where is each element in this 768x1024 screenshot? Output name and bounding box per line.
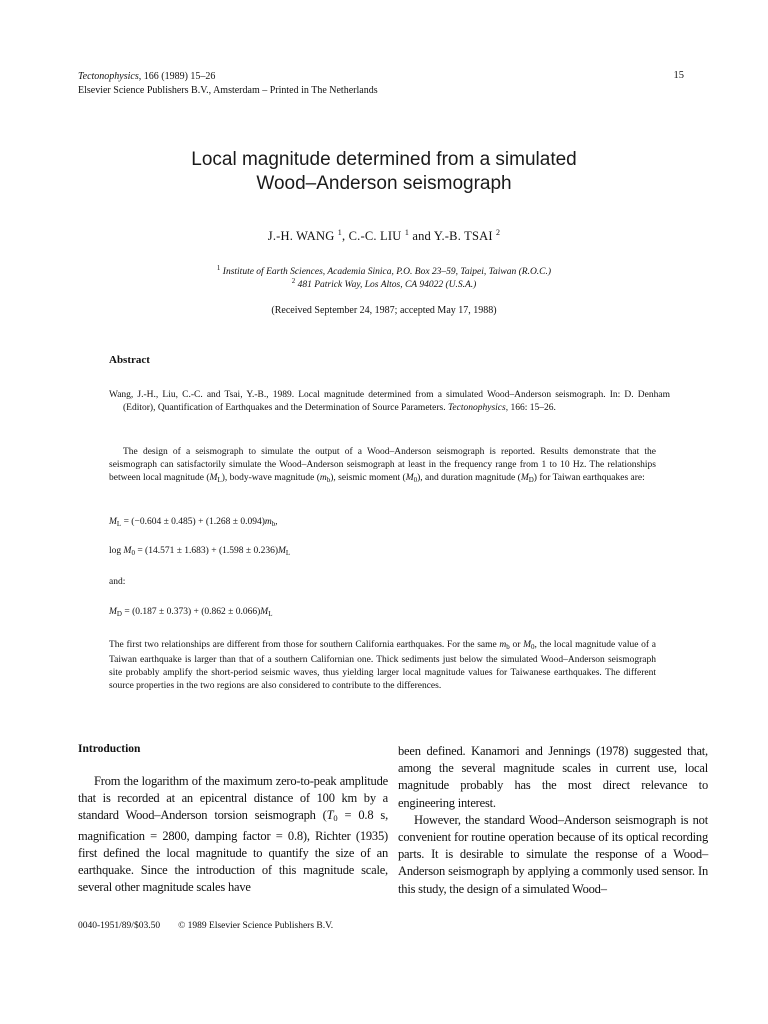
equation-3: $M_D = (0.187 \pm 0.373) + (0.862 \pm 0.066)M_L$ [109, 607, 273, 618]
equation-2: $\log M_0 = (14.571 \pm 1.683) + (1.598 \pm 0.236)M_L$ [109, 546, 291, 557]
issn-code: 0040-1951/89/$03.50 [78, 921, 161, 931]
publisher-line: Elsevier Science Publishers B.V., Amsterdam – Printed in The Netherlands [78, 85, 378, 96]
equation-connector: and: [109, 577, 126, 587]
abstract-heading: Abstract [109, 354, 150, 366]
author-3: Y.-B. TSAI [433, 229, 493, 243]
author-3-affiliation-mark: 2 [496, 228, 501, 237]
abstract-paragraph-2: The first two relationships are different from those for southern California earthquakes. For the same $m_b$ or $M_0$, the local magnitude value of a Taiwan earthquake is larger than that of a southern Californian one. Thick sediments just below the simulated Wood–Anderson seismograph site probably amplify the short-period seismic waves, thus yielding larger local magnitude values for Taiwanese earthquakes. The different source properties in the two regions are also considered to contribute to the differences. [109, 640, 657, 691]
journal-volume-pages: 166 (1989) 15–26 [141, 71, 216, 82]
introduction-paragraph-1: From the logarithm of the maximum zero-to-peak amplitude that is recorded at an epicentral distance of 100 km by a standard Wood–Anderson torsion seismograph ($T_0 = 0.8$ s, magnification = 2800, damping factor = 0.8), Richter (1935) first defined the local magnitude to quantify the size of an earthquake. Since the introduction of this magnitude scale, several other magnitude scales have [78, 774, 388, 895]
journal-citation-line [78, 70, 215, 84]
introduction-right-column [398, 743, 708, 898]
paper-title [0, 148, 768, 196]
author-1: J.-H. WANG [267, 229, 335, 243]
author-2-affiliation-mark: 1 [404, 228, 410, 237]
journal-name: Tectonophysics, [78, 71, 142, 82]
author-list: J.-H. WANG $^1$, C.-C. LIU $^1$ and Y.-B. TSAI $^2$ [267, 228, 501, 243]
title-line-2: Wood–Anderson seismograph [256, 173, 512, 194]
author-1-affiliation-mark: 1 [337, 228, 342, 237]
title-line-1: Local magnitude determined from a simulated [191, 149, 577, 170]
copyright-notice: © 1989 Elsevier Science Publishers B.V. [178, 921, 334, 931]
equation-1: $M_L = (-0.604 \pm 0.485) + (1.268 \pm 0.094)m_b$, [109, 517, 278, 528]
abstract-citation: Wang, J.-H., Liu, C.-C. and Tsai, Y.-B., 1989. Local magnitude determined from a simulated Wood–Anderson seismograph. In: D. Denham (Editor), Quantification of Earthquakes and the Determination of Source Parameters. Tectonophysics, 166: 15–26. [109, 390, 670, 413]
introduction-paragraph-2: However, the standard Wood–Anderson seismograph is not convenient for routine operation because of its optical recording parts. It is desirable to simulate the response of a Wood–Anderson seismograph by applying a commonly used sensor. In this study, the design of a simulated Wood– [398, 812, 708, 896]
introduction-heading: Introduction [78, 743, 141, 755]
abstract-paragraph-1: The design of a seismograph to simulate the output of a Wood–Anderson seismograph is reported. Results demonstrate that the seismograph can satisfactorily simulate the Wood–Anderson seismograph at least in the frequency range from 1 to 10 Hz. The relationships between local magnitude $(M_L)$, body-wave magnitude $(m_b)$, seismic moment $(M_0)$, and duration magnitude $(M_D)$ for Taiwan earthquakes are: [109, 447, 656, 484]
introduction-paragraph-1-continued: been defined. Kanamori and Jennings (1978) suggested that, among the several magnitude scales in current use, local magnitude probably has the most direct relevance to engineering interest. [398, 744, 708, 810]
footer [78, 921, 333, 931]
page-number: 15 [673, 70, 684, 81]
introduction-left-column [78, 773, 388, 896]
author-2: C.-C. LIU [348, 229, 402, 243]
affiliation-1: $^1$ Institute of Earth Sciences, Academia Sinica, P.O. Box 23–59, Taipei, Taiwan (R.O.C.) [216, 264, 552, 277]
affiliation-2: $^2$ 481 Patrick Way, Los Altos, CA 94022 (U.S.A.) [291, 277, 477, 290]
received-dates: (Received September 24, 1987; accepted May 17, 1988) [271, 305, 497, 316]
